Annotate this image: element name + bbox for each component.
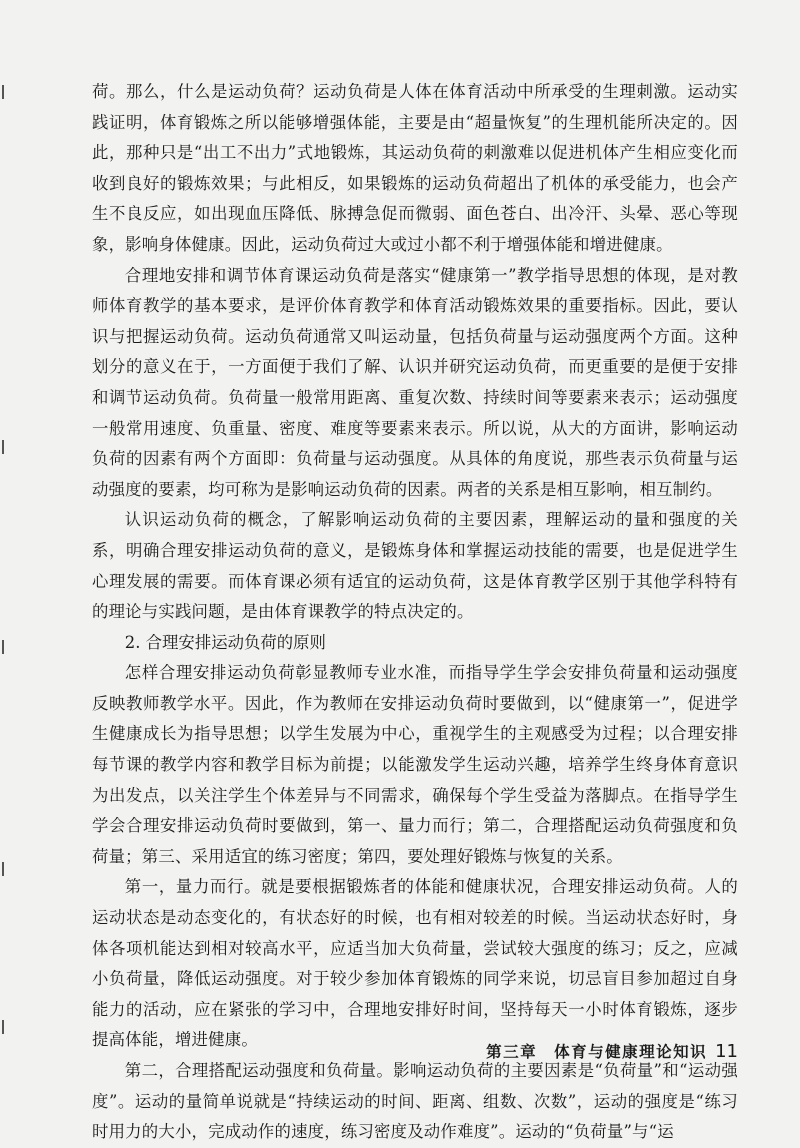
paragraph-load-concept: 认识运动负荷的概念，了解影响运动负荷的主要因素，理解运动的量和强度的关系，明确合理安排运动负荷的意义，是锻炼身体和掌握运动技能的需要，也是促进学生心理发展的需要。而体育课必须有适宜的运动负荷，这是体育教学区别于其他学科特有的理论与实践问题，是由体育课教学的特点决定的。 — [92, 510, 738, 622]
paragraph-principles: 怎样合理安排运动负荷彰显教师专业水准，而指导学生学会安排负荷量和运动强度反映教师教学水平。因此，作为教师在安排运动负荷时要做到，以“健康第一”，促进学生健康成长为指导思想；以学生发展为中心，重视学生的主观感受为过程；以合理安排每节课的教学内容和教学目标为前提；以能激发学生运动兴趣，培养学生终身体育意识为出发点，以关注学生个体差异与不同需求，确保每个学生受益为落脚点。在指导学生学会合理安排运动负荷时要做到，第一、量力而行；第二，合理搭配运动负荷强度和负荷量；第三、采用适宜的练习密度；第四，要处理好锻炼与恢复的关系。 — [92, 663, 738, 866]
scan-margin-mark — [2, 640, 4, 654]
page-footer — [486, 1040, 738, 1062]
body-text — [92, 77, 738, 1148]
chapter-title: 第三章 体育与健康理论知识 — [486, 1043, 708, 1061]
paragraph-second-principle: 第二，合理搭配运动强度和负荷量。影响运动负荷的主要因素是“负荷量”和“运动强度”。运动的量简单说就是“持续运动的时间、距离、组数、次数”，运动的强度是“练习时用力的大小，完成动作的速度，练习密度及动作难度”。运动的“负荷量”与“运 — [92, 1061, 738, 1142]
paragraph-load-arrangement: 合理地安排和调节体育课运动负荷是落实“健康第一”教学指导思想的体现，是对教师体育教学的基本要求，是评价体育教学和体育活动锻炼效果的重要指标。因此，要认识与把握运动负荷。运动负荷通常又叫运动量，包括负荷量与运动强度两个方面。这种划分的意义在于，一方面便于我们了解、认识并研究运动负荷，而更重要的是便于安排和调节运动负荷。负荷量一般常用距离、重复次数、持续时间等要素来表示；运动强度一般常用速度、负重量、密度、难度等要素来表示。所以说，从大的方面讲，影响运动负荷的因素有两个方面即：负荷量与运动强度。从具体的角度说，那些表示负荷量与运动强度的要素，均可称为是影响运动负荷的因素。两者的关系是相互影响，相互制约。 — [92, 265, 738, 499]
section-heading: 2. 合理安排运动负荷的原则 — [124, 632, 326, 652]
paragraph-continuation: 荷。那么，什么是运动负荷？运动负荷是人体在体育活动中所承受的生理刺激。运动实践证明，体育锻炼之所以能够增强体能，主要是由“超量恢复”的生理机能所决定的。因此，那种只是“出工不出力”式地锻炼，其运动负荷的刺激难以促进机体产生相应变化而收到良好的锻炼效果；与此相反，如果锻炼的运动负荷超出了机体的承受能力，也会产生不良反应，如出现血压降低、脉搏急促而微弱、面色苍白、出冷汗、头晕、恶心等现象，影响身体健康。因此，运动负荷过大或过小都不利于增强体能和增进健康。 — [92, 82, 738, 254]
scan-margin-mark — [2, 85, 4, 99]
page-number: 11 — [715, 1041, 738, 1062]
scan-margin-mark — [2, 862, 4, 876]
paragraph-first-principle: 第一，量力而行。就是要根据锻炼者的体能和健康状况，合理安排运动负荷。人的运动状态是动态变化的，有状态好的时候，也有相对较差的时候。当运动状态好时，身体各项机能达到相对较高水平，应适当加大负荷量，尝试较大强度的练习；反之，应减小负荷量，降低运动强度。对于较少参加体育锻炼的同学来说，切忌盲目参加超过自身能力的活动，应在紧张的学习中，合理地安排好时间，坚持每天一小时体育锻炼，逐步提高体能，增进健康。 — [92, 877, 738, 1050]
scan-margin-mark — [2, 440, 4, 454]
scan-margin-mark — [2, 1020, 4, 1034]
